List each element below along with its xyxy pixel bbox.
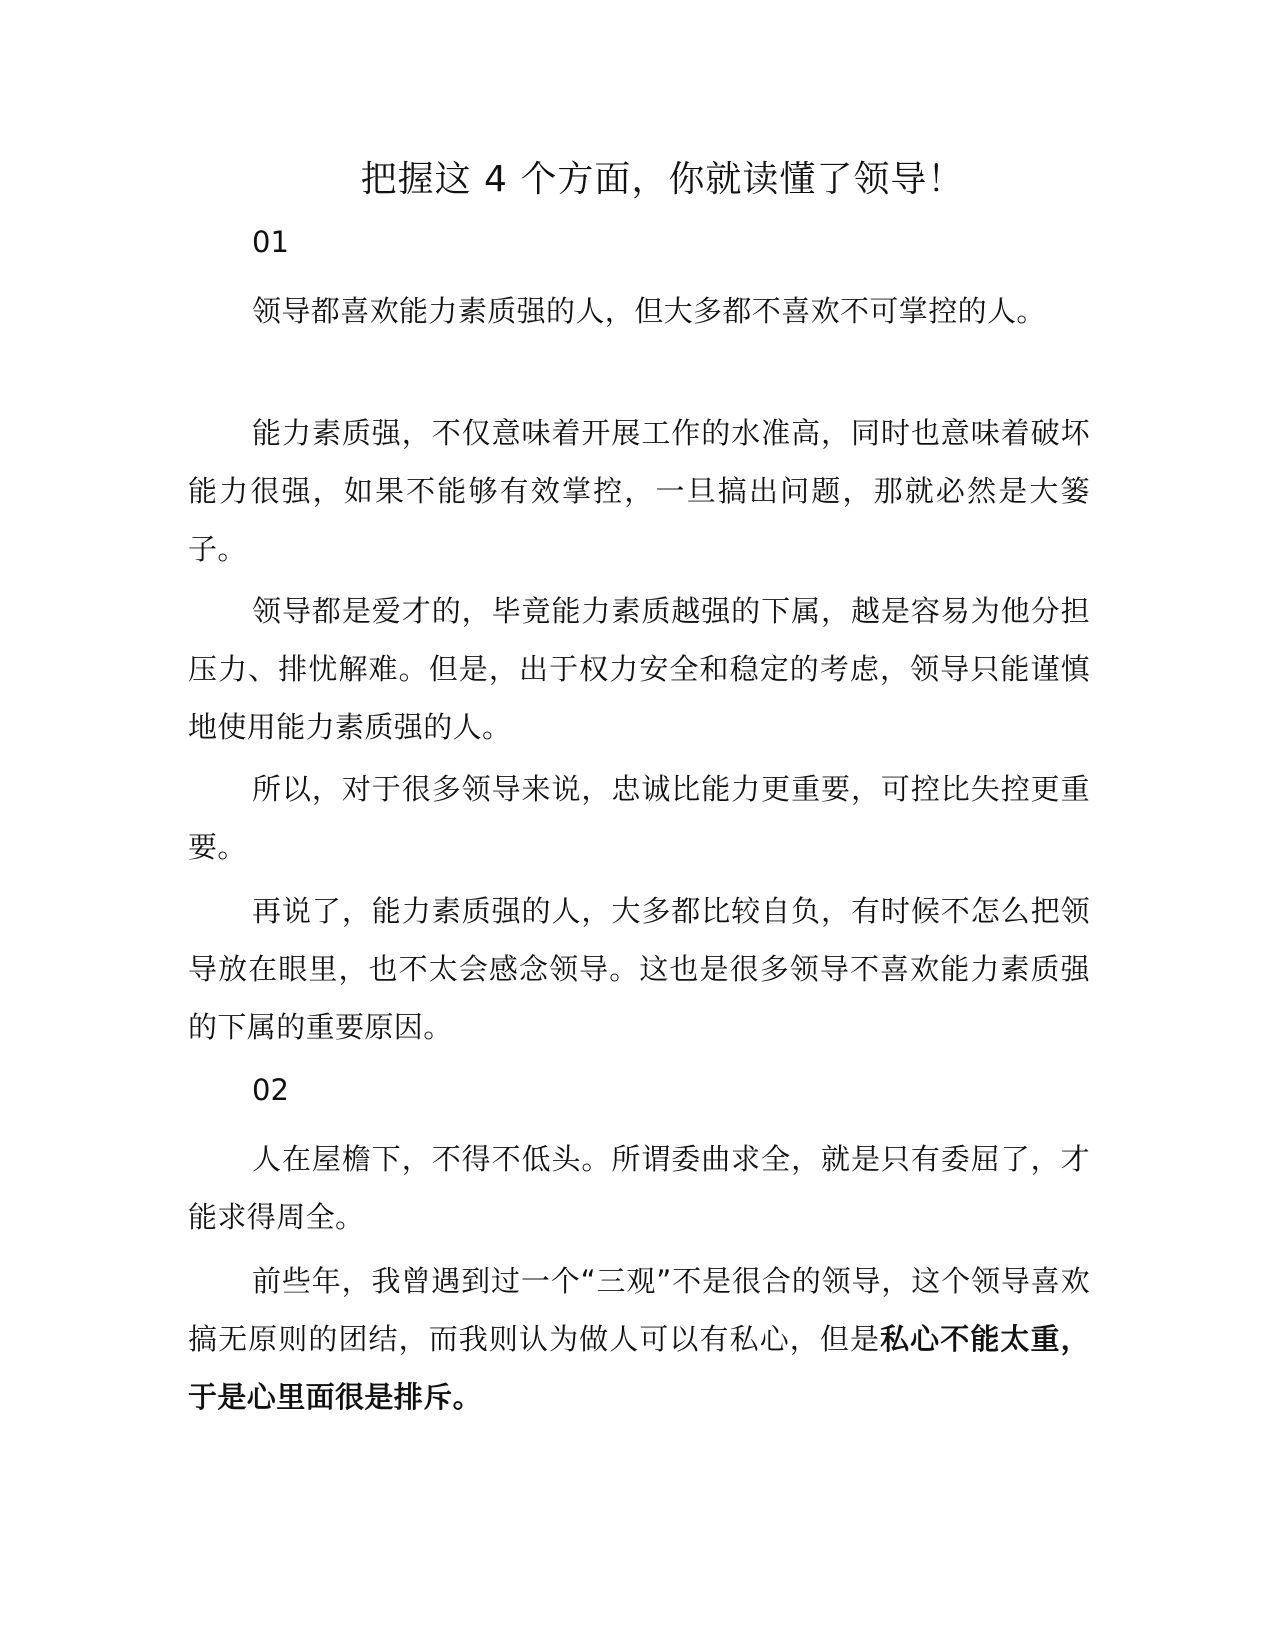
paragraph: 所以，对于很多领导来说，忠诚比能力更重要，可控比失控更重要。 bbox=[188, 772, 1090, 864]
paragraph-text: 前些年，我曾遇到过一个“三观”不是很合的领导，这个领导喜欢搞无原则的团结，而我则认为做人可以有私心，但是 bbox=[188, 1264, 1090, 1356]
paragraph: 人在屋檐下，不得不低头。所谓委曲求全，就是只有委屈了，才能求得周全。 bbox=[188, 1142, 1090, 1234]
paragraph bbox=[188, 1252, 1090, 1426]
section-number: 01 bbox=[252, 225, 289, 259]
paragraph-bold-text: 私心不能太重，于是心里面很是排斥。 bbox=[188, 1322, 1090, 1414]
paragraph: 再说了，能力素质强的人，大多都比较自负，有时候不怎么把领导放在眼里，也不太会感念领导。这也是很多领导不喜欢能力素质强的下属的重要原因。 bbox=[188, 894, 1090, 1044]
paragraph: 领导都喜欢能力素质强的人，但大多都不喜欢不可掌控的人。 bbox=[252, 294, 1046, 328]
document-title: 把握这 4 个方面，你就读懂了领导！ bbox=[360, 159, 965, 200]
paragraph: 领导都是爱才的，毕竟能力素质越强的下属，越是容易为他分担压力、排忧解难。但是，出于权力安全和稳定的考虑，领导只能谨慎地使用能力素质强的人。 bbox=[188, 594, 1090, 744]
paragraph: 能力素质强，不仅意味着开展工作的水准高，同时也意味着破坏能力很强，如果不能够有效掌控，一旦搞出问题，那就必然是大篓子。 bbox=[188, 416, 1090, 566]
section-number: 02 bbox=[252, 1073, 289, 1107]
